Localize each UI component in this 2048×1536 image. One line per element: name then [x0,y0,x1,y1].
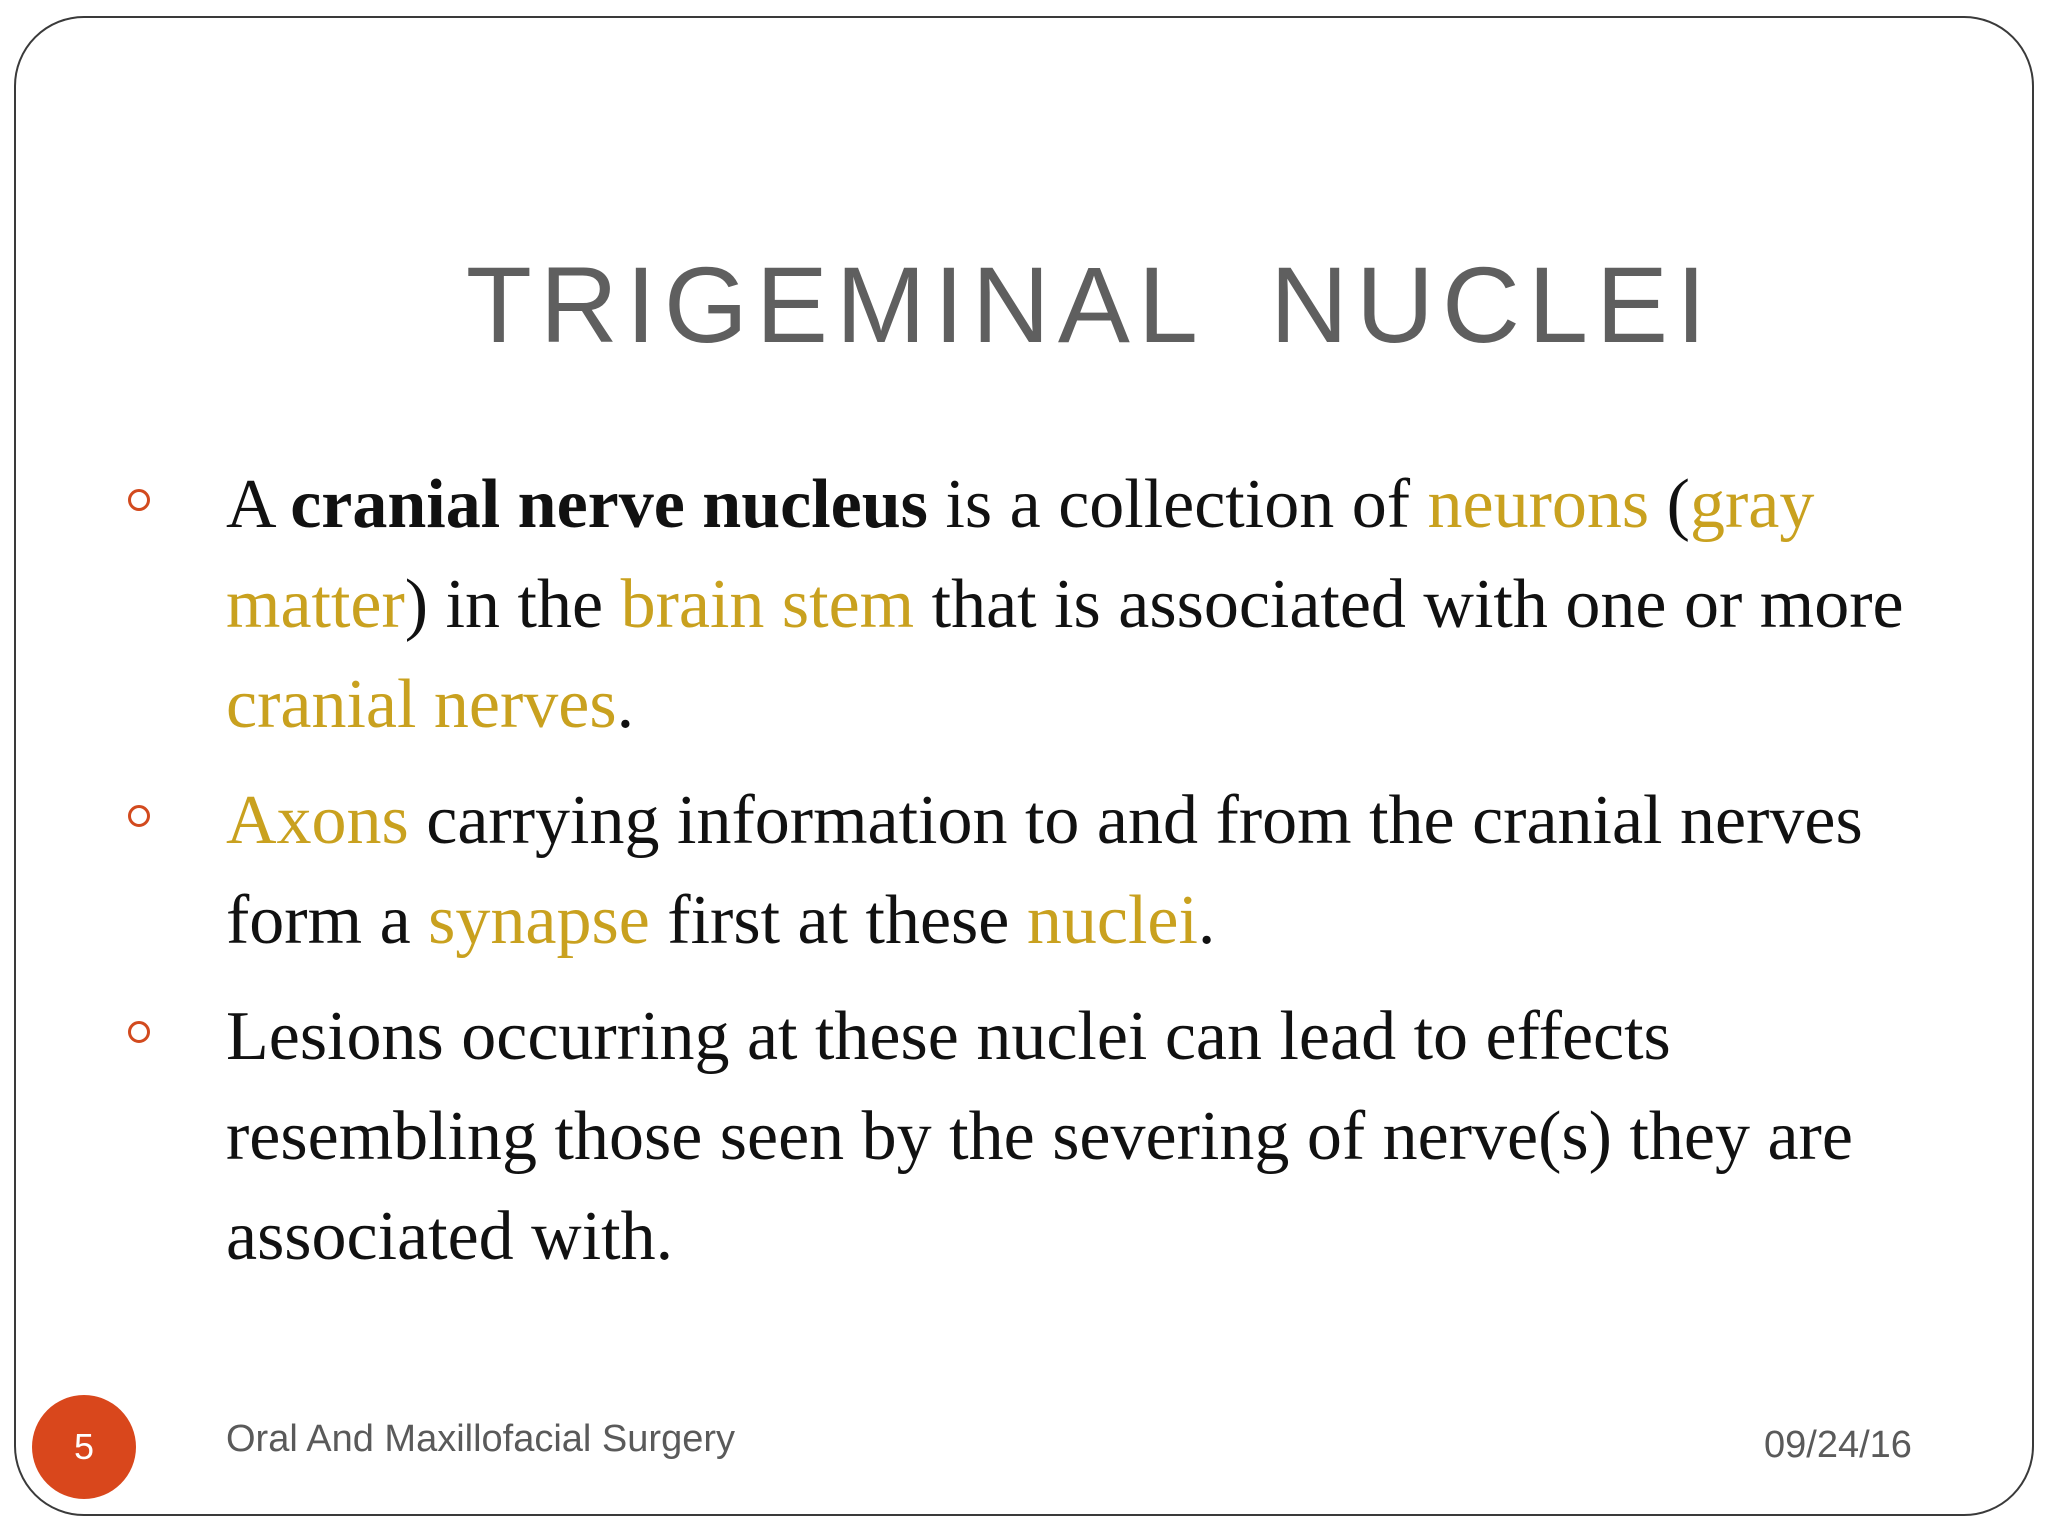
slide-title: TRIGEMINAL NUCLEI [465,244,1715,366]
bullet-1-seg-11: . [616,666,635,743]
bullet-1-seg-3: is a collection of [927,466,1428,543]
footer-course-title: Oral And Maxillofacial Surgery [226,1418,735,1460]
bullet-2-seg-2: carrying information to and from the cranial nerves form a [226,782,1863,959]
bullet-1-seg-5: ( [1649,466,1690,543]
link-axons[interactable]: Axons [226,782,409,859]
link-synapse[interactable]: synapse [428,882,650,959]
bullet-list [0,455,2048,1303]
bullet-3-text: Lesions occurring at these nuclei can lead to effects resembling those seen by the severing of nerve(s) they are associated with. [226,998,1853,1275]
bullet-item-3 [0,987,2048,1287]
page-number-badge: 5 [32,1395,136,1499]
link-gray-matter[interactable]: gray matter [226,466,1815,643]
circle-bullet-icon [128,1021,150,1043]
link-brain-stem[interactable]: brain stem [620,566,915,643]
bullet-1-seg-7: ) in the [404,566,621,643]
bullet-1-seg-9: that is associated with one or more [914,566,1904,643]
circle-bullet-icon [128,489,150,511]
footer-date: 09/24/16 [1764,1424,1912,1466]
link-cranial-nerves[interactable]: cranial nerves [226,666,617,743]
link-nuclei[interactable]: nuclei [1026,882,1198,959]
bullet-2-seg-6: . [1197,882,1216,959]
link-neurons[interactable]: neurons [1427,466,1650,543]
bullet-1-seg-1: A [226,466,291,543]
bullet-item-2 [0,771,2048,971]
bullet-item-1 [0,455,2048,755]
bullet-2-seg-4: first at these [649,882,1027,959]
circle-bullet-icon [128,805,150,827]
term-cranial-nerve-nucleus: cranial nerve nucleus [290,466,928,543]
